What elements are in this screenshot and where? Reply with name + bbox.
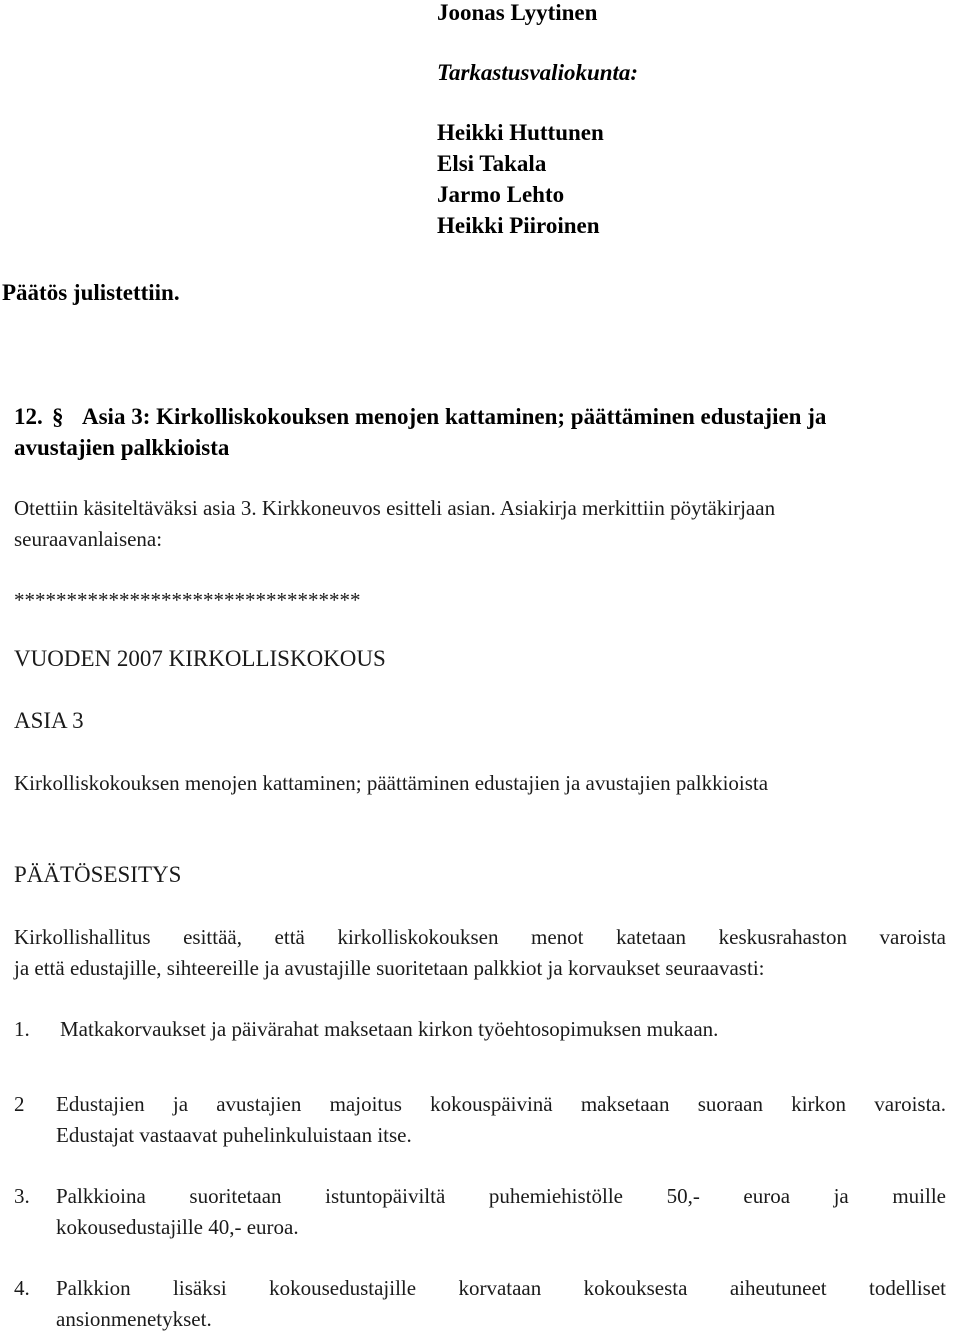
separator: ********************************* — [14, 588, 361, 612]
committee-member: Elsi Takala — [437, 151, 547, 176]
item-number: 4. — [14, 1276, 30, 1300]
committee-heading: Tarkastusvaliokunta: — [437, 60, 639, 85]
doc-item: ASIA 3 — [14, 708, 84, 733]
intro-line2: seuraavanlaisena: — [14, 527, 163, 551]
proposal-heading: PÄÄTÖSESITYS — [14, 862, 182, 887]
item-text-cont: Edustajat vastaavat puhelinkuluistaan itse. — [56, 1123, 412, 1147]
decision-note: Päätös julistettiin. — [2, 280, 180, 305]
section-number: 12. — [14, 404, 43, 429]
committee-member: Heikki Piiroinen — [437, 213, 600, 238]
section-symbol: § — [52, 404, 64, 429]
committee-member: Jarmo Lehto — [437, 182, 565, 207]
item-text: Matkakorvaukset ja päivärahat maksetaan kirkon työehtosopimuksen mukaan. — [60, 1017, 719, 1041]
item-number: 2 — [14, 1092, 25, 1116]
item-text: Palkkion lisäksi kokousedustajille korvataan kokouksesta aiheutuneet todelliset — [56, 1276, 946, 1300]
item-text: Palkkioina suoritetaan istuntopäiviltä puhemiehistölle 50,- euroa ja muille — [56, 1184, 946, 1208]
item-text: Edustajien ja avustajien majoitus kokouspäivinä maksetaan suoraan kirkon varoista. — [56, 1092, 946, 1116]
item-number: 3. — [14, 1184, 30, 1208]
item-number: 1. — [14, 1017, 30, 1041]
secretary-name: Joonas Lyytinen — [437, 0, 598, 25]
section-title-line1: Asia 3: Kirkolliskokouksen menojen kattaminen; päättäminen edustajien ja — [82, 404, 827, 429]
doc-subject: Kirkolliskokouksen menojen kattaminen; päättäminen edustajien ja avustajien palkkioista — [14, 771, 769, 795]
doc-heading: VUODEN 2007 KIRKOLLISKOKOUS — [14, 646, 386, 671]
section-title-line2: avustajien palkkioista — [14, 435, 230, 460]
proposal-line1: Kirkollishallitus esittää, että kirkolliskokouksen menot katetaan keskusrahaston varoista — [14, 925, 946, 949]
item-text-cont: ansionmenetykset. — [56, 1307, 212, 1331]
item-text-cont: kokousedustajille 40,- euroa. — [56, 1215, 299, 1239]
proposal-line2: ja että edustajille, sihteereille ja avustajille suoritetaan palkkiot ja korvaukset seuraavasti: — [14, 956, 765, 980]
committee-member: Heikki Huttunen — [437, 120, 604, 145]
intro-line1: Otettiin käsiteltäväksi asia 3. Kirkkoneuvos esitteli asian. Asiakirja merkittiin pöytäkirjaan — [14, 496, 776, 520]
